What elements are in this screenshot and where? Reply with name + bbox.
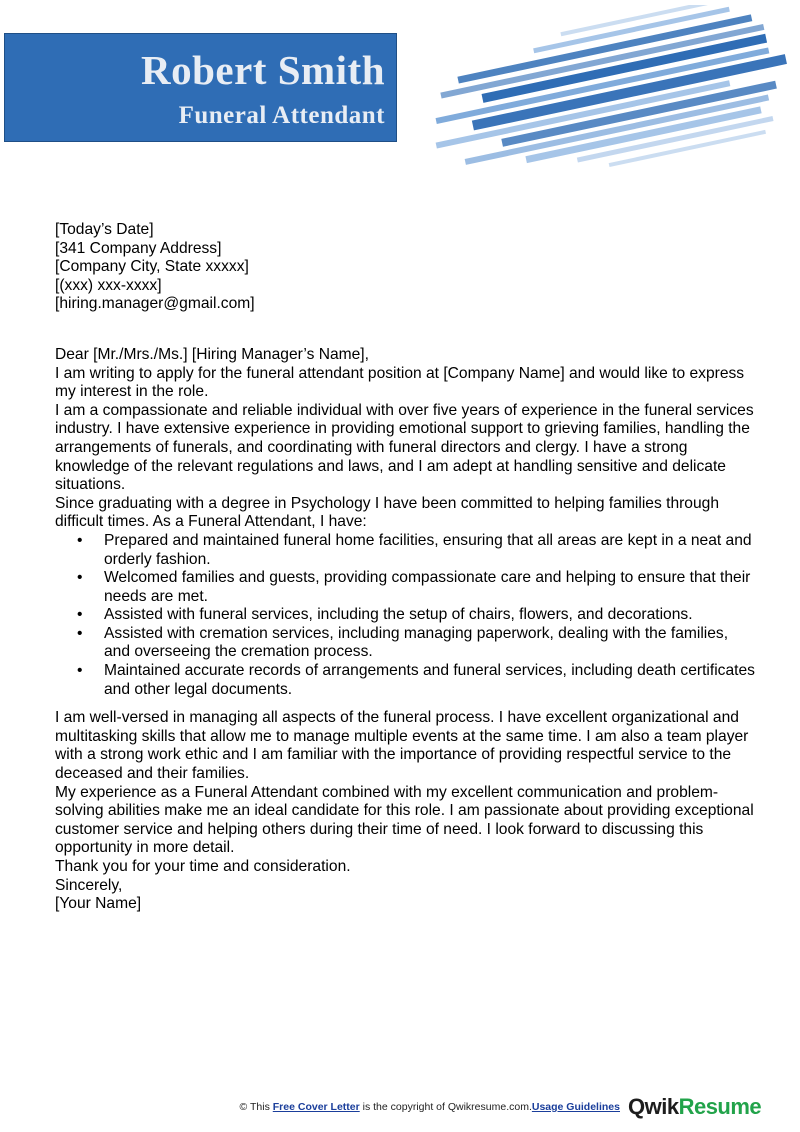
footer-prefix: © This [239,1101,273,1113]
header-banner [4,33,397,142]
recipient-address [55,240,755,314]
paragraph: Thank you for your time and consideration. [55,858,351,875]
address-line: [Company City, State xxxxx] [55,258,249,276]
address-line: [341 Company Address] [55,239,222,257]
free-cover-letter-link[interactable]: Free Cover Letter [272,1101,360,1113]
paragraph: Since graduating with a degree in Psychology I have been committed to helping families through difficult times. As a Funeral Attendant, I have: [55,494,719,531]
paragraph: I am writing to apply for the funeral attendant position at [Company Name] and would like to express my interest in the role. [55,364,745,401]
list-item: • Welcomed families and guests, providing compassionate care and helping to ensure that their needs are met. [104,569,755,606]
letter-body [55,221,755,914]
signature: [Your Name] [55,895,142,913]
qwikresume-logo [628,1094,761,1120]
salutation: Dear [Mr./Mrs./Ms.] [Hiring Manager’s Name], [55,345,369,363]
copyright-footer [0,1101,620,1113]
usage-guidelines-link[interactable]: Usage Guidelines [531,1101,620,1113]
footer-middle: is the copyright of Qwikresume.com. [359,1101,532,1113]
list-item: • Assisted with funeral services, including the setup of chairs, flowers, and decorations. [104,606,755,625]
letter-date: [Today’s Date] [55,221,154,238]
job-title: Funeral Attendant [178,102,385,129]
address-line: [(xxx) xxx-xxxx] [55,276,162,294]
list-item: • Prepared and maintained funeral home facilities, ensuring that all areas are kept in a neat and orderly fashion. [104,532,755,569]
logo-part-qwik: Qwik [628,1094,679,1119]
paragraph: My experience as a Funeral Attendant combined with my excellent communication and problem-solving abilities make me an ideal candidate for this role. I am passionate about providing exceptional customer service and helping others during their time of need. I look forward to discussing this opportunity in more detail. [55,783,754,857]
applicant-name: Robert Smith [140,47,385,93]
logo-part-resume: Resume [678,1094,762,1119]
sign-off: Sincerely, [55,876,123,894]
decorative-streaks [425,5,800,190]
list-item: • Assisted with cremation services, including managing paperwork, dealing with the families, and overseeing the cremation process. [104,625,755,662]
paragraph: I am well-versed in managing all aspects of the funeral process. I have excellent organizational and multitasking skills that allow me to manage multiple events at the same time. I am also a team player with a strong work ethic and I am familiar with the importance of providing respectful service to the deceased and their families. [55,709,749,783]
experience-list [55,532,755,699]
address-line: [hiring.manager@gmail.com] [55,295,255,313]
paragraph: I am a compassionate and reliable individual with over five years of experience in the funeral services industry. I have extensive experience in providing emotional support to grieving families, handling the arrangements of funerals, and coordinating with funeral directors and clergy. I have a strong knowledge of the relevant regulations and laws, and I am adept at handling sensitive and delicate situations. [55,401,754,494]
list-item: • Maintained accurate records of arrangements and funeral services, including death certificates and other legal documents. [104,662,755,699]
